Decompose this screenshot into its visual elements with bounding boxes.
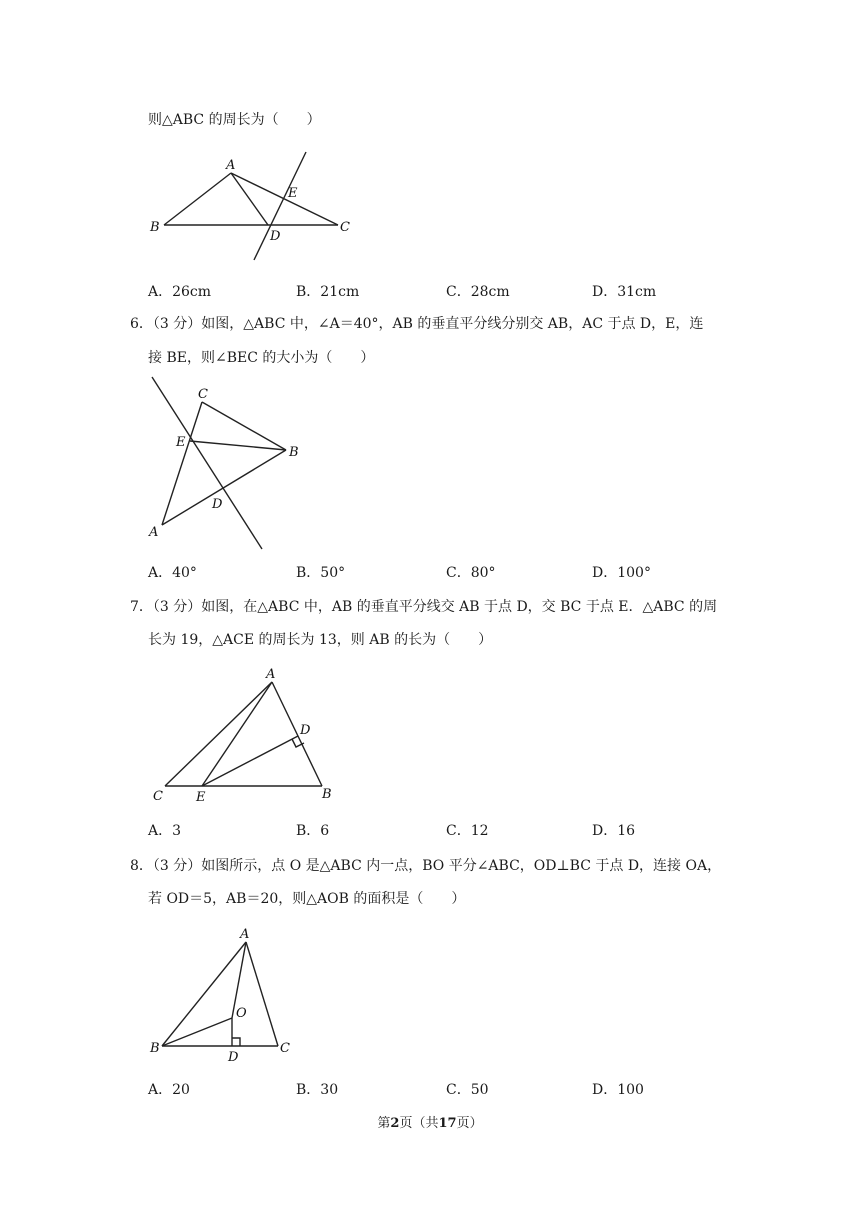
- q8-label-b: B: [150, 1041, 160, 1056]
- q6-side-ab: [162, 450, 286, 525]
- q8-option-d[interactable]: D．100: [592, 1082, 644, 1098]
- q6-option-b[interactable]: B．50°: [296, 565, 346, 581]
- footer-total-pages: 17: [438, 1116, 457, 1131]
- q7-segment-ae: [202, 682, 272, 786]
- q6-stem-line2: 接 BE，则∠BEC 的大小为（ ）: [148, 350, 375, 366]
- q6-option-d[interactable]: D．100°: [592, 565, 651, 581]
- q7-label-a: A: [266, 667, 276, 682]
- q8-figure: [140, 920, 310, 1065]
- q8-side-ac: [246, 942, 278, 1046]
- q7-figure: [140, 660, 350, 810]
- q8-stem-line1: 8．（3 分）如图所示，点 O 是△ABC 内一点，BO 平分∠ABC，OD⊥BC 于点 D，连接 OA，: [130, 858, 722, 874]
- q8-stem-line2: 若 OD＝5，AB＝20，则△AOB 的面积是（ ）: [148, 891, 466, 907]
- q6-label-d: D: [212, 497, 223, 512]
- q5-label-a: A: [226, 158, 236, 173]
- footer-suffix: 页）: [456, 1116, 483, 1131]
- q6-label-e: E: [176, 435, 186, 450]
- q6-label-a: A: [149, 525, 159, 540]
- q5-option-b[interactable]: B．21cm: [296, 284, 360, 300]
- q7-option-d[interactable]: D．16: [592, 823, 636, 839]
- q7-option-c[interactable]: C．12: [446, 823, 489, 839]
- footer-prefix: 第: [377, 1116, 391, 1131]
- q6-figure: [140, 370, 320, 555]
- q6-option-a[interactable]: A．40°: [148, 565, 197, 581]
- q5-side-ac: [231, 173, 338, 225]
- q5-side-ab: [164, 173, 231, 225]
- footer-page-number: 2: [390, 1116, 400, 1131]
- q5-label-d: D: [270, 229, 281, 244]
- q8-label-a: A: [240, 927, 250, 942]
- q5-stem-tail: 则△ABC 的周长为（ ）: [148, 112, 321, 128]
- q8-label-o: O: [236, 1006, 247, 1021]
- q8-option-a[interactable]: A．20: [148, 1082, 190, 1098]
- page-footer: [0, 1112, 860, 1131]
- q7-side-ca: [165, 682, 272, 786]
- q7-stem-line1: 7．（3 分）如图，在△ABC 中，AB 的垂直平分线交 AB 于点 D，交 BC 于点 E．△ABC 的周: [130, 599, 718, 615]
- q7-label-e: E: [196, 790, 206, 805]
- q7-label-c: C: [153, 789, 163, 804]
- q6-bisector-line: [152, 377, 262, 549]
- q8-option-b[interactable]: B．30: [296, 1082, 339, 1098]
- q5-option-a[interactable]: A．26cm: [148, 284, 212, 300]
- q5-option-d[interactable]: D．31cm: [592, 284, 657, 300]
- q6-label-b: B: [289, 445, 299, 460]
- footer-mid: 页（共: [399, 1116, 439, 1131]
- q7-option-a[interactable]: A．3: [148, 823, 182, 839]
- q8-side-ba: [162, 942, 246, 1046]
- q7-side-ab: [272, 682, 322, 786]
- q7-label-d: D: [300, 723, 311, 738]
- q6-option-c[interactable]: C．80°: [446, 565, 496, 581]
- q8-label-c: C: [280, 1041, 290, 1056]
- q6-side-ac: [162, 402, 202, 525]
- q7-stem-line2: 长为 19，△ACE 的周长为 13，则 AB 的长为（ ）: [148, 632, 493, 648]
- q5-label-c: C: [340, 220, 350, 235]
- q8-label-d: D: [228, 1050, 239, 1065]
- q8-option-c[interactable]: C．50: [446, 1082, 489, 1098]
- q7-segment-ed: [202, 736, 298, 786]
- q5-option-c[interactable]: C．28cm: [446, 284, 510, 300]
- q7-option-b[interactable]: B．6: [296, 823, 330, 839]
- q5-segment-ad: [231, 173, 268, 225]
- q5-figure: [140, 145, 370, 270]
- q7-label-b: B: [322, 787, 332, 802]
- q6-label-c: C: [198, 387, 208, 402]
- q6-stem-line1: 6．（3 分）如图，△ABC 中，∠A＝40°，AB 的垂直平分线分别交 AB，AC 于点 D，E，连: [130, 316, 704, 332]
- q8-right-angle-mark: [232, 1038, 240, 1046]
- q5-label-b: B: [150, 220, 160, 235]
- q5-label-e: E: [288, 186, 298, 201]
